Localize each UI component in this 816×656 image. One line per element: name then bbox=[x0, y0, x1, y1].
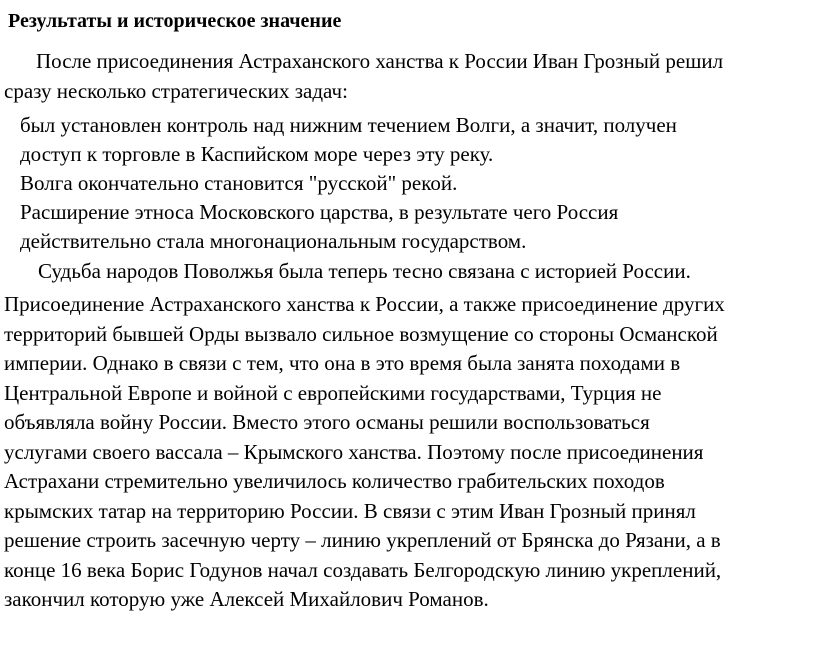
main-paragraph-line: Центральной Европе и войной с европейскими государствами, Турция не bbox=[4, 380, 662, 405]
results-list-line: доступ к торговле в Каспийском море через эту реку. bbox=[20, 142, 494, 166]
main-paragraph-line: империи. Однако в связи с тем, что она в это время была занята походами в bbox=[4, 351, 681, 375]
main-paragraph bbox=[4, 290, 725, 615]
main-paragraph-line: Присоединение Астраханского ханства к России, а также присоединение других bbox=[4, 292, 725, 316]
results-list-line: действительно стала многонациональным государством. bbox=[20, 229, 527, 253]
section-title: Результаты и историческое значение bbox=[8, 10, 342, 32]
main-paragraph-line: территорий бывшей Орды вызвало сильное возмущение со стороны Османской bbox=[4, 321, 718, 346]
main-paragraph-line: конце 16 века Борис Годунов начал создавать Белгородскую линию укреплений, bbox=[4, 557, 722, 582]
results-list bbox=[20, 111, 677, 256]
results-list-line: Волга окончательно становится "русской" рекой. bbox=[20, 171, 458, 195]
intro-line: сразу несколько стратегических задач: bbox=[4, 79, 348, 103]
main-paragraph-line: крымских татар на территорию России. В связи с этим Иван Грозный принял bbox=[4, 498, 696, 523]
volga-peoples-paragraph: Судьба народов Поволжья была теперь тесно связана с историей России. bbox=[38, 259, 691, 283]
main-paragraph-line: услугами своего вассала – Крымского ханства. Поэтому после присоединения bbox=[4, 439, 704, 464]
main-paragraph-line: объявляла войну России. Вместо этого османы решили воспользоваться bbox=[4, 410, 650, 434]
results-list-line: Расширение этноса Московского царства, в результате чего Россия bbox=[20, 200, 619, 224]
intro-paragraph bbox=[4, 46, 814, 106]
main-paragraph-line: решение строить засечную черту – линию укреплений от Брянска до Рязани, а в bbox=[4, 528, 721, 552]
main-paragraph-line: закончил которую уже Алексей Михайлович Романов. bbox=[4, 587, 489, 611]
main-paragraph-line: Астрахани стремительно увеличилось количество грабительских походов bbox=[4, 469, 665, 493]
intro-line: После присоединения Астраханского ханства к России Иван Грозный решил bbox=[36, 49, 724, 73]
results-list-line: был установлен контроль над нижним течением Волги, а значит, получен bbox=[20, 113, 677, 137]
